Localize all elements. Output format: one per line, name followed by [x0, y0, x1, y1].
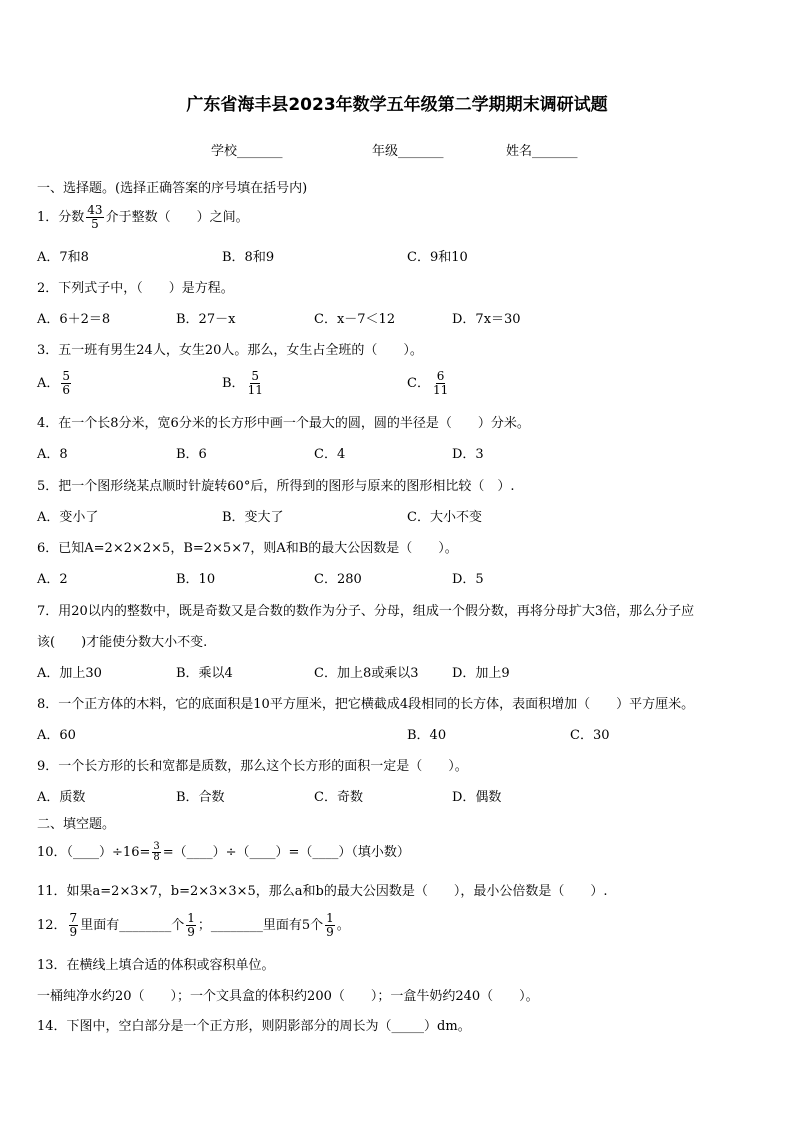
- question-7-line-1: 7．用20以内的整数中，既是奇数又是合数的数作为分子、分母，组成一个假分数，再将分母扩大3倍，那么分子应: [37, 604, 695, 619]
- q7-option-d: D．加上9: [452, 666, 510, 681]
- q1-fraction: $\frac{43}{5}$: [87, 203, 103, 231]
- q6-option-d: D．5: [452, 572, 484, 587]
- q2-option-c: C．x－7＜12: [314, 312, 396, 327]
- question-7-line-2: 该( )才能使分数大小不变.: [37, 635, 208, 650]
- q8-option-b: B．40: [407, 728, 447, 743]
- question-13-blanks: 一桶纯净水约20（ ）；一个文具盒的体积约200（ ）；一盒牛奶约240（ ）。: [37, 989, 539, 1004]
- grade-field: 年级_______: [372, 144, 444, 159]
- question-2: 2．下列式子中，（ ）是方程。: [37, 281, 234, 296]
- page-title: 广东省海丰县2023年数学五年级第二学期期末调研试题: [186, 95, 608, 115]
- name-field: 姓名_______: [506, 144, 578, 159]
- question-4: 4．在一个长8分米，宽6分米的长方形中画一个最大的圆，圆的半径是（ ）分米。: [37, 416, 530, 431]
- q5-option-b: B．变大了: [222, 510, 284, 525]
- question-14: 14．下图中，空白部分是一个正方形，则阴影部分的周长为（_____）dm。: [37, 1019, 471, 1034]
- q4-option-a: A．8: [37, 447, 68, 462]
- q3-option-b: B． $\frac{5}{11}$: [222, 369, 263, 397]
- q1-option-a: A．7和8: [37, 250, 89, 265]
- question-6: 6．已知A=2×2×2×5，B=2×5×7，则A和B的最大公因数是（ ）。: [37, 541, 458, 556]
- q4-option-d: D．3: [452, 447, 484, 462]
- q2-option-d: D．7x＝30: [452, 312, 521, 327]
- question-3: 3．五一班有男生24人，女生20人。那么，女生占全班的（ ）。: [37, 343, 423, 358]
- q7-option-c: C．加上8或乘以3: [314, 666, 419, 681]
- q2-option-a: A．6＋2＝8: [37, 312, 111, 327]
- q1-pre: 1．分数: [37, 210, 85, 225]
- q1-post: 介于整数（ ）之间。: [105, 210, 249, 225]
- q5-option-c: C．大小不变: [407, 510, 482, 525]
- q9-option-a: A．质数: [37, 790, 86, 805]
- section-2-heading: 二、填空题。: [37, 817, 116, 832]
- question-12: 12． $\frac{7}{9}$ 里面有________个 $\frac{1}{9}$ ；________里面有5个 $\frac{1}{9}$ 。: [37, 911, 350, 939]
- question-10: 10．（____）÷16= $\frac{3}{8}$ =（____）÷（____）=（____）（填小数）: [37, 841, 410, 863]
- section-1-heading: 一、选择题。(选择正确答案的序号填在括号内): [37, 181, 308, 196]
- question-11: 11．如果a=2×3×7，b=2×3×3×5，那么a和b的最大公因数是（ ），最小公倍数是（ ）.: [37, 884, 608, 899]
- q3-option-a: A． $\frac{5}{6}$: [37, 369, 71, 397]
- q4-option-b: B．6: [176, 447, 207, 462]
- q4-option-c: C．4: [314, 447, 346, 462]
- q9-option-c: C．奇数: [314, 790, 363, 805]
- q9-option-d: D．偶数: [452, 790, 502, 805]
- q1-option-b: B．8和9: [222, 250, 275, 265]
- q6-option-a: A．2: [37, 572, 68, 587]
- question-5: 5．把一个图形绕某点顺时针旋转60°后，所得到的图形与原来的图形相比较（ ）.: [37, 479, 515, 494]
- question-9: 9．一个长方形的长和宽都是质数，那么这个长方形的面积一定是（ ）。: [37, 759, 468, 774]
- q1-option-c: C．9和10: [407, 250, 468, 265]
- q8-option-a: A．60: [37, 728, 76, 743]
- q8-option-c: C．30: [570, 728, 610, 743]
- q9-option-b: B．合数: [176, 790, 225, 805]
- q2-option-b: B．27－x: [176, 312, 236, 327]
- school-field: 学校_______: [211, 144, 283, 159]
- q5-option-a: A．变小了: [37, 510, 99, 525]
- q3-option-c: C． $\frac{6}{11}$: [407, 369, 449, 397]
- q6-option-c: C．280: [314, 572, 362, 587]
- question-13: 13．在横线上填合适的体积或容积单位。: [37, 958, 275, 973]
- question-8: 8．一个正方体的木料，它的底面积是10平方厘米，把它横截成4段相同的长方体，表面积增加（ ）平方厘米。: [37, 697, 695, 712]
- q6-option-b: B．10: [176, 572, 216, 587]
- q7-option-b: B．乘以4: [176, 666, 233, 681]
- q7-option-a: A．加上30: [37, 666, 102, 681]
- question-1: [37, 204, 249, 231]
